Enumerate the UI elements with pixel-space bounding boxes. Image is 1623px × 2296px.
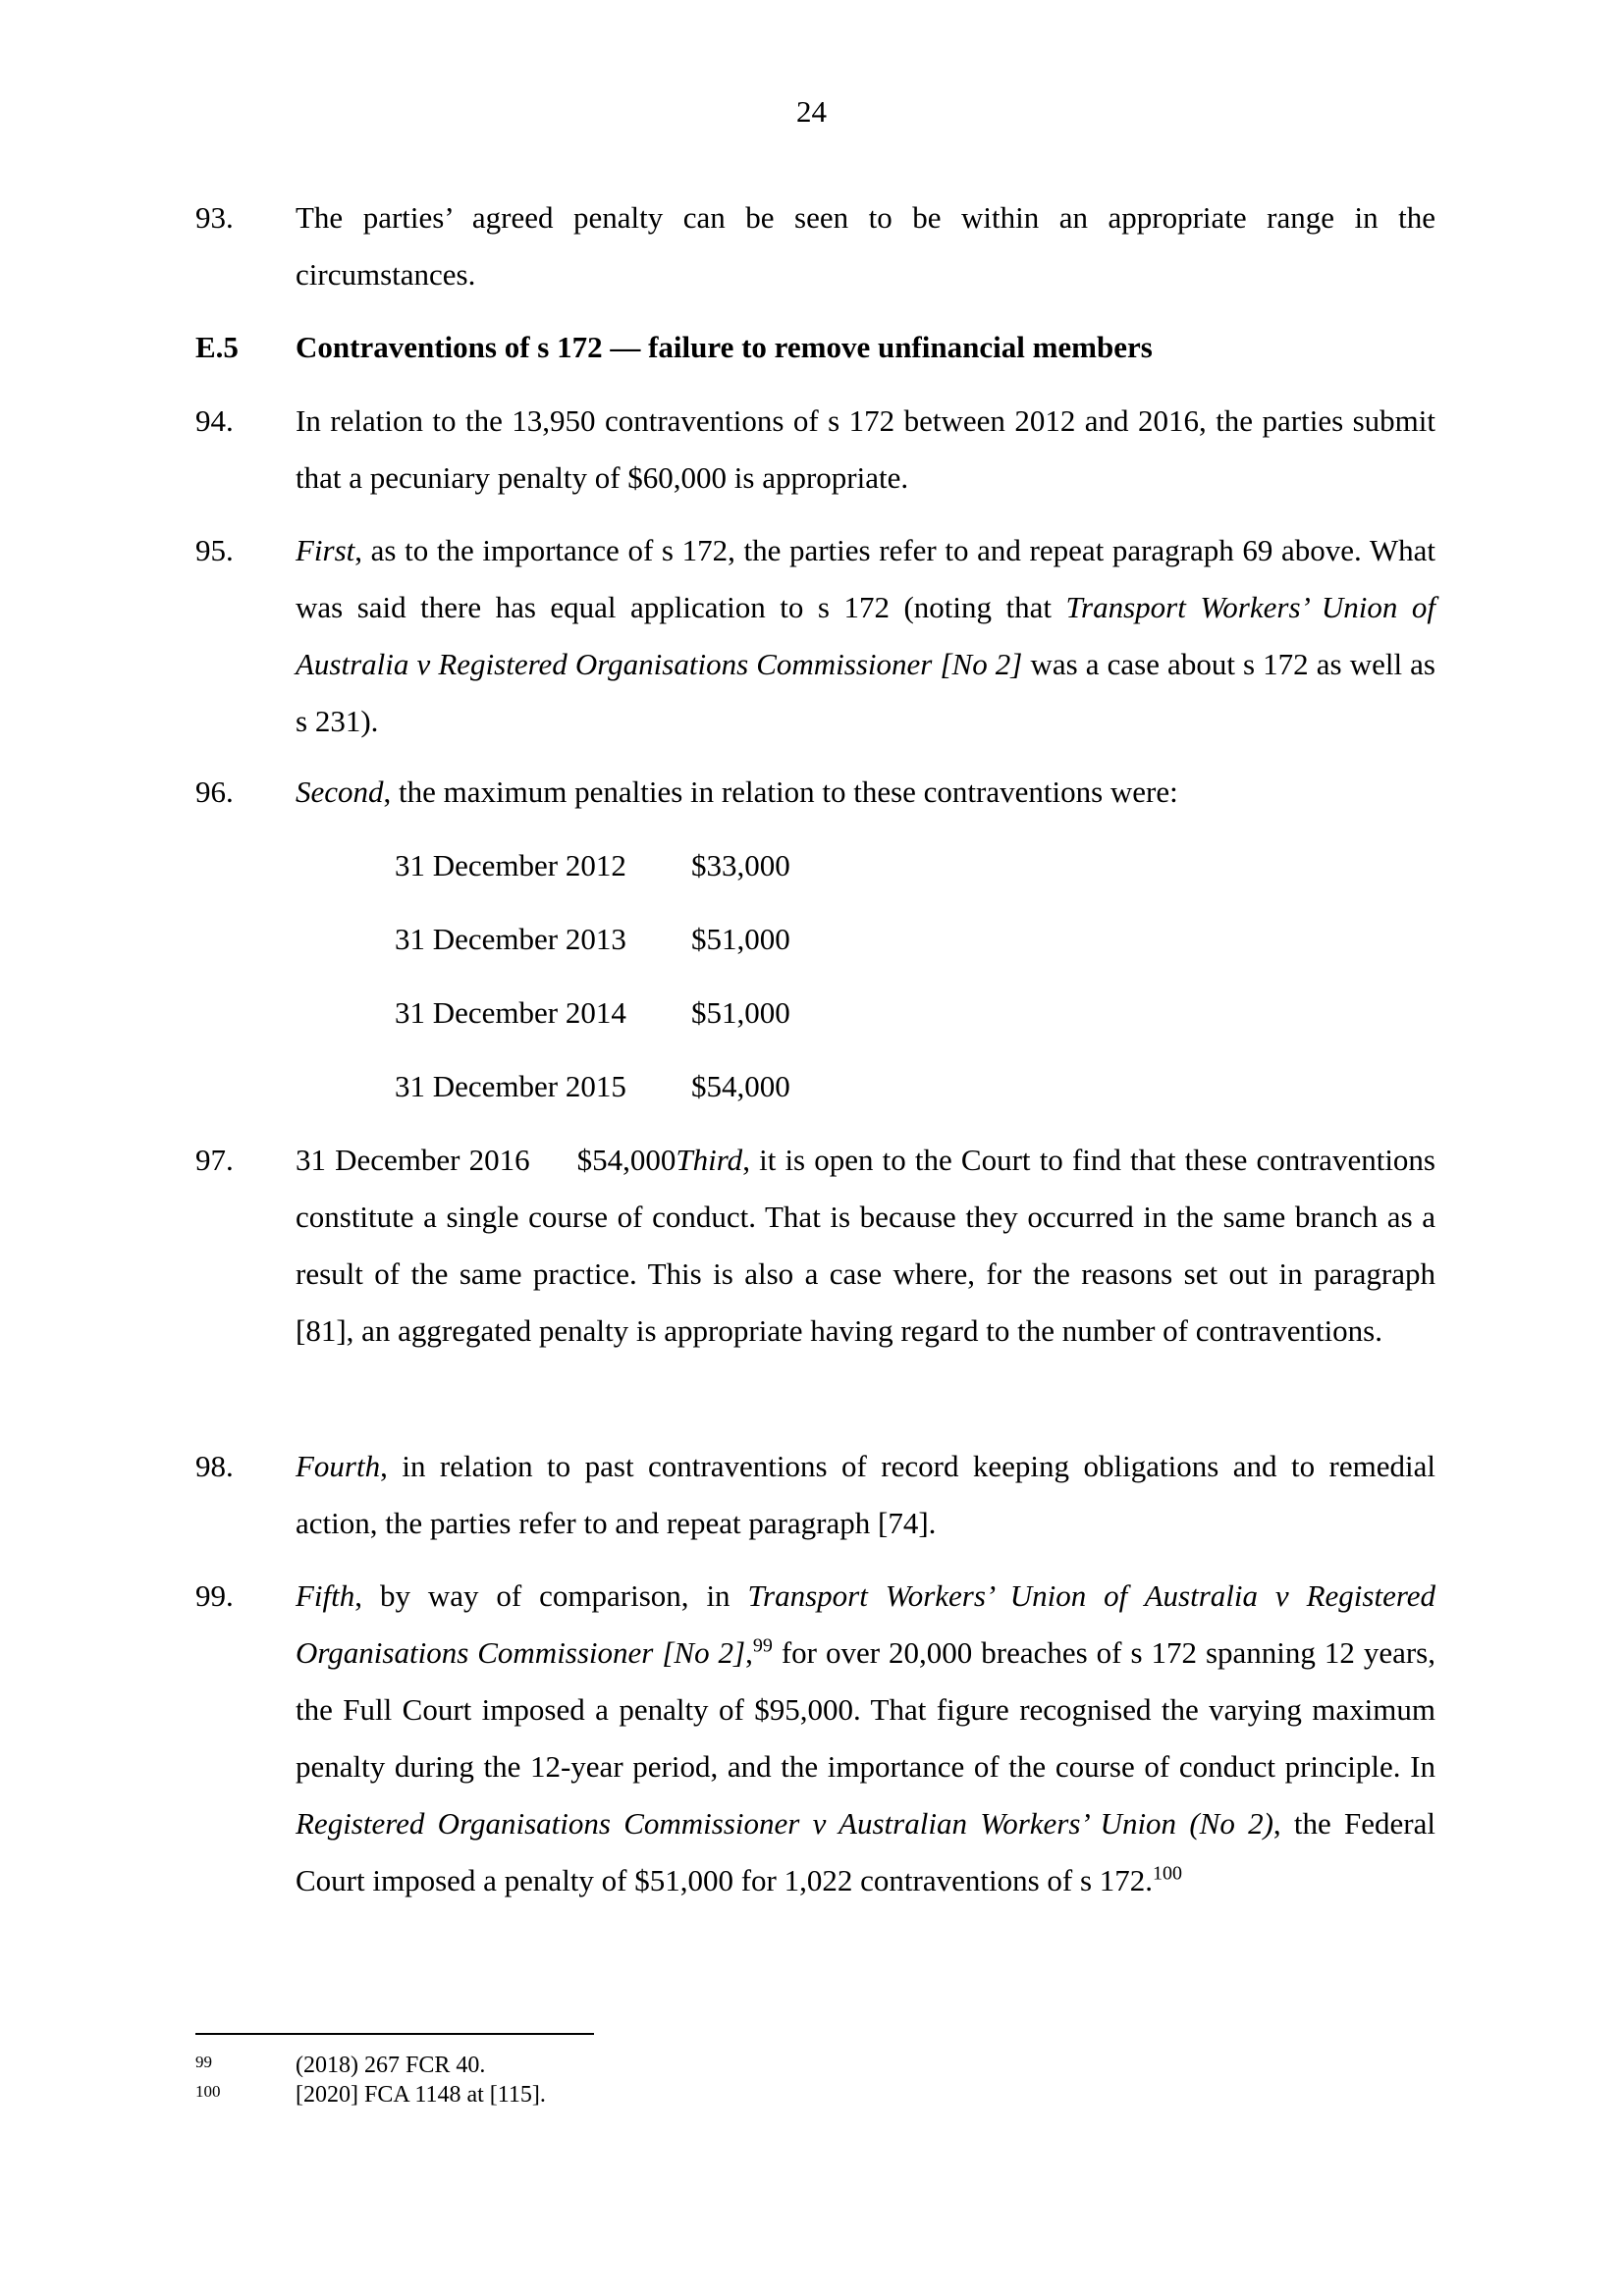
footnote-text: (2018) 267 FCR 40. bbox=[296, 2053, 486, 2078]
paragraph-number: 98. bbox=[195, 1449, 234, 1483]
footnote-text: [2020] FCA 1148 at [115]. bbox=[296, 2082, 546, 2108]
penalty-row bbox=[395, 837, 790, 894]
penalty-date: 31 December 2015 bbox=[395, 1069, 626, 1103]
text-segment: , by way of comparison, in bbox=[354, 1578, 748, 1613]
penalty-amount: $51,000 bbox=[691, 922, 790, 956]
text-segment: , the Federal Court imposed a penalty of $51,000 for 1,022 contraventions of s 172. bbox=[296, 1806, 1436, 1897]
case-citation: Transport Workers’ Union of Australia v Registered Organisations Commissioner [No 2] bbox=[296, 590, 1436, 681]
case-citation: Registered Organisations Commissioner v Australian Workers’ Union (No 2) bbox=[296, 1806, 1273, 1841]
section-number: E.5 bbox=[195, 330, 239, 364]
inline-penalty-amount: $54,000 bbox=[576, 1143, 676, 1177]
paragraph-96 bbox=[195, 764, 1435, 821]
penalty-row bbox=[395, 985, 790, 1041]
text-segment: , in relation to past contraventions of record keeping obligations and to remedial action, the parties refer to and repeat paragraph [74]. bbox=[296, 1449, 1435, 1540]
penalty-date: 31 December 2014 bbox=[395, 995, 626, 1030]
footnote-reference[interactable]: 99 bbox=[752, 1634, 773, 1657]
text-segment: , the maximum penalties in relation to these contraventions were: bbox=[383, 774, 1178, 809]
footnote-number: 100 bbox=[195, 2082, 221, 2101]
penalty-amount: $33,000 bbox=[691, 848, 790, 882]
footnote-99 bbox=[195, 2048, 485, 2080]
paragraph-number: 99. bbox=[195, 1578, 234, 1613]
text-segment: for over 20,000 breaches of s 172 spanning 12 years, the Full Court imposed a penalty of $95,000. That figure recognised the varying maximum penalty during the 12-year period, and the importance of the course of conduct principle. In bbox=[296, 1635, 1435, 1784]
paragraph-lead: First bbox=[296, 533, 355, 567]
paragraph-number: 96. bbox=[195, 774, 234, 809]
text-segment: was a case about s 172 as well as s 231). bbox=[296, 647, 1435, 738]
paragraph-number: 94. bbox=[195, 403, 234, 438]
paragraph-text bbox=[296, 764, 1435, 821]
paragraph-95 bbox=[195, 522, 1435, 750]
footnote-reference[interactable]: 100 bbox=[1153, 1862, 1183, 1885]
footnote-separator bbox=[195, 2033, 594, 2035]
paragraph-number: 93. bbox=[195, 200, 234, 235]
paragraph-text: In relation to the 13,950 contraventions of s 172 between 2012 and 2016, the parties submit that a pecuniary penalty of $60,000 is appropriate. bbox=[296, 403, 1435, 495]
inline-penalty-date: 31 December 2016 bbox=[296, 1143, 530, 1177]
paragraph-text bbox=[296, 1438, 1435, 1552]
penalty-row bbox=[395, 1058, 790, 1115]
paragraph-number: 97. bbox=[195, 1143, 234, 1177]
paragraph-97 bbox=[195, 1132, 1435, 1360]
text-segment: , it is open to the Court to find that these contraventions constitute a single course of conduct. That is because they occurred in the same branch as a result of the same practice. This is also a case where, for the reasons set out in paragraph [81], an aggregated penalty is appropriate having regard to the number of contraventions. bbox=[296, 1143, 1435, 1348]
paragraph-94 bbox=[195, 393, 1435, 507]
paragraph-lead: Second bbox=[296, 774, 384, 809]
paragraph-text bbox=[296, 1568, 1435, 1909]
penalty-date: 31 December 2013 bbox=[395, 922, 626, 956]
footnote-100 bbox=[195, 2077, 546, 2109]
paragraph-98 bbox=[195, 1438, 1435, 1552]
paragraph-99 bbox=[195, 1568, 1435, 1909]
penalty-amount: $51,000 bbox=[691, 995, 790, 1030]
text-segment: , as to the importance of s 172, the parties refer to and repeat paragraph 69 above. What was said there has equal application to s 172 (noting that bbox=[296, 533, 1435, 624]
penalty-date: 31 December 2012 bbox=[395, 848, 626, 882]
case-citation: Transport Workers’ Union of Australia v Registered Organisations Commissioner [No 2] bbox=[296, 1578, 1436, 1670]
paragraph-lead: Fourth bbox=[296, 1449, 381, 1483]
footnote-number: 99 bbox=[195, 2053, 212, 2071]
paragraph-number: 95. bbox=[195, 533, 234, 567]
page-number: 24 bbox=[796, 94, 827, 129]
paragraph-text bbox=[296, 522, 1435, 750]
text-segment: , bbox=[745, 1635, 753, 1670]
section-title: Contraventions of s 172 — failure to remove unfinancial members bbox=[296, 330, 1153, 364]
paragraph-93 bbox=[195, 189, 1435, 303]
paragraph-lead: Fifth bbox=[296, 1578, 355, 1613]
paragraph-text: The parties’ agreed penalty can be seen to be within an appropriate range in the circumstances. bbox=[296, 200, 1435, 292]
paragraph-text bbox=[296, 1132, 1435, 1360]
paragraph-lead: Third bbox=[676, 1143, 743, 1177]
penalty-row bbox=[395, 911, 790, 968]
penalty-amount: $54,000 bbox=[691, 1069, 790, 1103]
section-heading-e5 bbox=[195, 319, 1435, 376]
